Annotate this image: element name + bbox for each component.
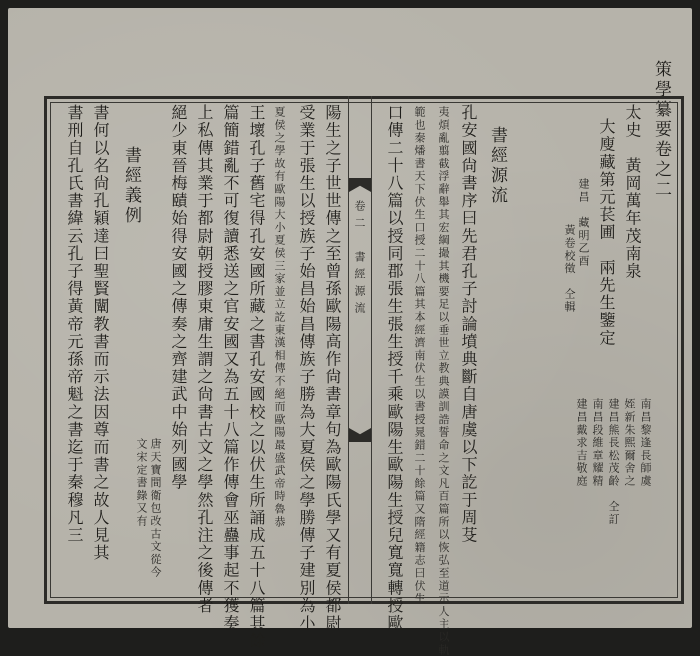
credit-line: 黃卷校徵 仝輯 bbox=[563, 224, 576, 314]
text-column: 範也秦燔書天下伏生口授二十八篇其本經濟南伏生以書授晁錯二十餘篇又隋經籍志曰伏生 bbox=[413, 106, 426, 606]
margin-note: 唐天寶間衛包改古文從今 bbox=[149, 438, 162, 579]
text-column: 篇簡錯亂不可復讀悉送之官安國又為五十八篇作傳會巫蠱事起不獲奏 bbox=[221, 104, 240, 632]
section-heading: 書經義例 bbox=[121, 146, 141, 226]
text-column: 上私傳其業于都尉朝授膠東庸生謂之尙書古文之學然孔注之後傳者 bbox=[195, 104, 214, 615]
text-column: 王壞孔子舊宅得孔安國所藏之書孔安國校之以伏生所誦成五十八篇其餘 bbox=[247, 104, 266, 650]
center-fold-strip bbox=[348, 96, 372, 604]
text-column: 書刑自孔氏書緯云孔子得黃帝元孫帝魁之書迄于秦穆凡三 bbox=[65, 104, 84, 544]
credit-line: 大廋藏第元苌圃 兩先生鑒定 bbox=[597, 118, 616, 347]
page-paper bbox=[8, 8, 692, 656]
text-column: 陽生之子世世傳之至曾孫歐陽高作尙書章句為歐陽氏學又有夏侯都尉 bbox=[323, 104, 342, 632]
credit-line: 南昌段維章耀精 bbox=[591, 398, 604, 488]
text-column: 夷煩亂翦截浮辭舉其宏綱撮其機要足以垂世立教典謨訓誥誓命之文凡百篇所以恢弘至道示人主以軌 bbox=[437, 106, 450, 656]
text-column: 書何以名尙孔穎達曰聖賢闡教書而示法因尊而書之故人見其 bbox=[91, 104, 110, 562]
book-title: 策學纂要卷之二 bbox=[651, 60, 671, 200]
text-column: 口傳二十八篇以授同郡張生張生授千乘歐陽生歐陽生授兒寬寬轉授歐 bbox=[385, 104, 404, 632]
credit-line: 太史 黃岡萬年茂南泉 bbox=[623, 104, 642, 280]
text-column: 孔安國尙書序曰先君孔子討論墳典斷自唐虞以下訖于周芟 bbox=[459, 104, 478, 544]
credit-line: 南昌黎逢長師虞 bbox=[639, 398, 652, 488]
section-heading: 書經源流 bbox=[487, 126, 507, 206]
margin-note: 文宋定書錄又有 bbox=[135, 438, 148, 528]
credit-line: 建昌 藏明乙酉 bbox=[577, 178, 590, 268]
credit-line: 建昌戴求吉敬庭 bbox=[575, 398, 588, 488]
text-column: 夏侯之學故有歐陽大小夏侯三家並立訖東漢相傳不絕而歐陽最盛武帝時魯恭 bbox=[273, 106, 286, 529]
text-column: 絕少東晉梅賾始得安國之傳奏之齊建武中始列國學 bbox=[169, 104, 188, 492]
credit-line: 建昌熊長松茂齡 仝訂 bbox=[607, 398, 620, 526]
text-column: 受業于張生以授族子始昌始昌傳族子勝為大夏侯之學勝傳子建別為小 bbox=[297, 104, 316, 632]
credit-line: 姪新朱熙爾舍之 bbox=[623, 398, 636, 488]
center-label: 卷二 書經源流 bbox=[353, 200, 366, 319]
